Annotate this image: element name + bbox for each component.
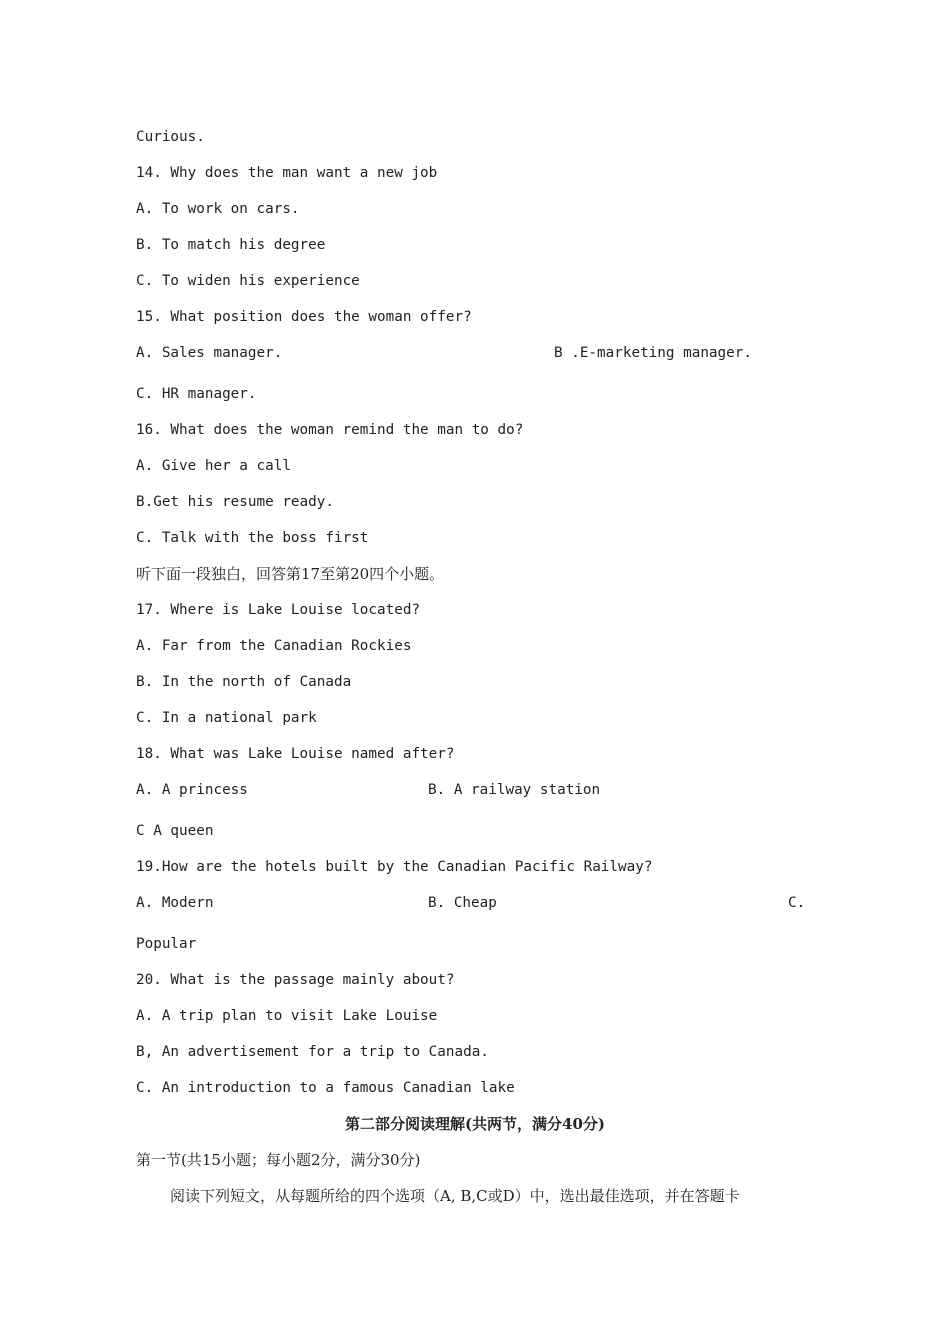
q17-option-c: C. In a national park	[136, 710, 317, 726]
q17-option-b: B. In the north of Canada	[136, 674, 352, 690]
q18-option-b: B. A railway station	[428, 782, 601, 798]
q20-option-a: A. A trip plan to visit Lake Louise	[136, 1008, 438, 1024]
q16-option-c: C. Talk with the boss first	[136, 530, 369, 546]
answer-fragment: Curious.	[136, 129, 205, 145]
q16-option-b: B.Get his resume ready.	[136, 494, 334, 510]
question-20: 20. What is the passage mainly about?	[136, 972, 455, 988]
section-instruction: 听下面一段独白，回答第17至第20四个小题。	[136, 565, 445, 583]
question-16: 16. What does the woman remind the man to do?	[136, 422, 524, 438]
q15-option-c: C. HR manager.	[136, 386, 257, 402]
q14-option-b: B. To match his degree	[136, 237, 326, 253]
q14-option-a: A. To work on cars.	[136, 201, 300, 217]
q19-option-c-text: Popular	[136, 936, 197, 952]
q19-option-b: B. Cheap	[428, 895, 497, 911]
q19-option-c-label: C.	[788, 895, 806, 911]
section-one-heading: 第一节(共15小题；每小题2分，满分30分)	[136, 1151, 421, 1169]
question-19: 19.How are the hotels built by the Canadian Pacific Railway?	[136, 859, 653, 875]
q20-option-b: B, An advertisement for a trip to Canada.	[136, 1044, 489, 1060]
question-14: 14. Why does the man want a new job	[136, 165, 438, 181]
q16-option-a: A. Give her a call	[136, 458, 291, 474]
q15-option-a: A. Sales manager.	[136, 345, 283, 361]
part-two-heading: 第二部分阅读理解(共两节，满分40分)	[344, 1115, 606, 1133]
q17-option-a: A. Far from the Canadian Rockies	[136, 638, 412, 654]
question-17: 17. Where is Lake Louise located?	[136, 602, 421, 618]
q14-option-c: C. To widen his experience	[136, 273, 360, 289]
reading-instruction: 阅读下列短文，从每题所给的四个选项（A, B,C或D）中，选出最佳选项，并在答题卡	[170, 1187, 740, 1205]
q18-option-c: C A queen	[136, 823, 214, 839]
question-15: 15. What position does the woman offer?	[136, 309, 472, 325]
q19-option-a: A. Modern	[136, 895, 214, 911]
q18-option-a: A. A princess	[136, 782, 248, 798]
question-18: 18. What was Lake Louise named after?	[136, 746, 455, 762]
q15-option-b: B .E-marketing manager.	[554, 345, 752, 361]
q20-option-c: C. An introduction to a famous Canadian lake	[136, 1080, 515, 1096]
